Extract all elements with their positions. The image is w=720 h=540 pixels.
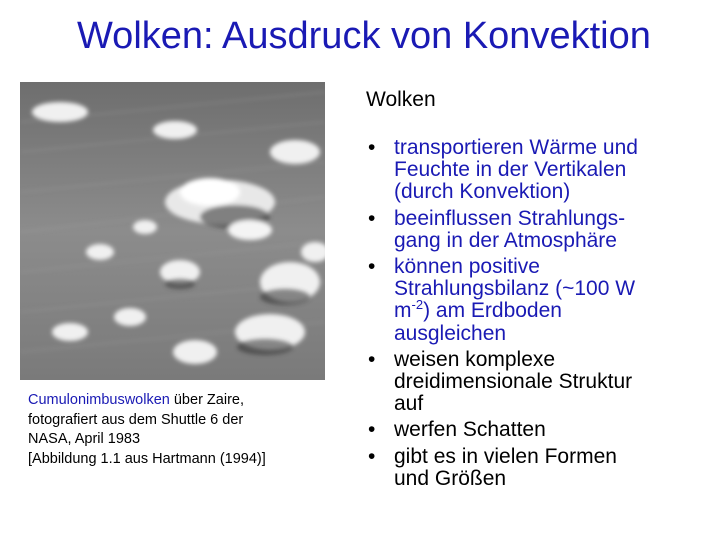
bullet-item [366, 419, 711, 441]
bullet-icon: • [368, 255, 376, 279]
bullet-text: Strahlungsbilanz (~100 W [394, 277, 636, 301]
bullet-item [366, 446, 711, 490]
cloud-photo [20, 82, 325, 380]
caption-line4: [Abbildung 1.1 aus Hartmann (1994)] [28, 450, 266, 467]
bullet-text: gang in der Atmosphäre [394, 228, 617, 252]
bullet-text: dreidimensionale Struktur [394, 370, 633, 394]
section-heading: Wolken [366, 88, 436, 111]
bullet-icon: • [368, 444, 376, 468]
bullet-item [366, 256, 711, 345]
superscript: -2 [411, 297, 424, 313]
bullet-text: Feuchte in der Vertikalen [394, 158, 627, 182]
bullet-icon: • [368, 206, 376, 230]
bullet-text: und Größen [394, 466, 507, 490]
bullet-text: transportieren Wärme und [394, 136, 638, 159]
caption-highlight: Cumulonimbuswolken [28, 392, 170, 408]
bullet-text: ausgleichen [394, 321, 507, 345]
bullet-text: m [394, 299, 412, 323]
cloud-photo-icon [20, 82, 325, 380]
bullet-text: auf [394, 392, 424, 416]
bullet-icon: • [368, 418, 376, 442]
photo-caption [28, 391, 338, 469]
bullet-text: werfen Schatten [394, 418, 546, 442]
caption-line1-rest: über Zaire, [169, 392, 244, 408]
bullet-text: können positive [394, 255, 540, 279]
bullet-item [366, 208, 711, 252]
caption-line3: NASA, April 1983 [28, 431, 141, 447]
slide-title: Wolken: Ausdruck von Konvektion [77, 15, 651, 57]
bullet-text: beeinflussen Strahlungs- [394, 206, 626, 230]
bullet-icon: • [368, 347, 376, 371]
caption-line2: fotografiert aus dem Shuttle 6 der [28, 411, 244, 428]
bullet-text: weisen komplexe [394, 347, 556, 371]
bullet-item [366, 137, 711, 204]
bullet-text: ) am Erdboden [423, 299, 562, 323]
bullet-icon: • [368, 136, 376, 159]
bullet-text: (durch Konvektion) [394, 180, 571, 204]
bullet-list [366, 137, 711, 494]
bullet-text: gibt es in vielen Formen [394, 444, 617, 468]
bullet-item [366, 349, 711, 416]
